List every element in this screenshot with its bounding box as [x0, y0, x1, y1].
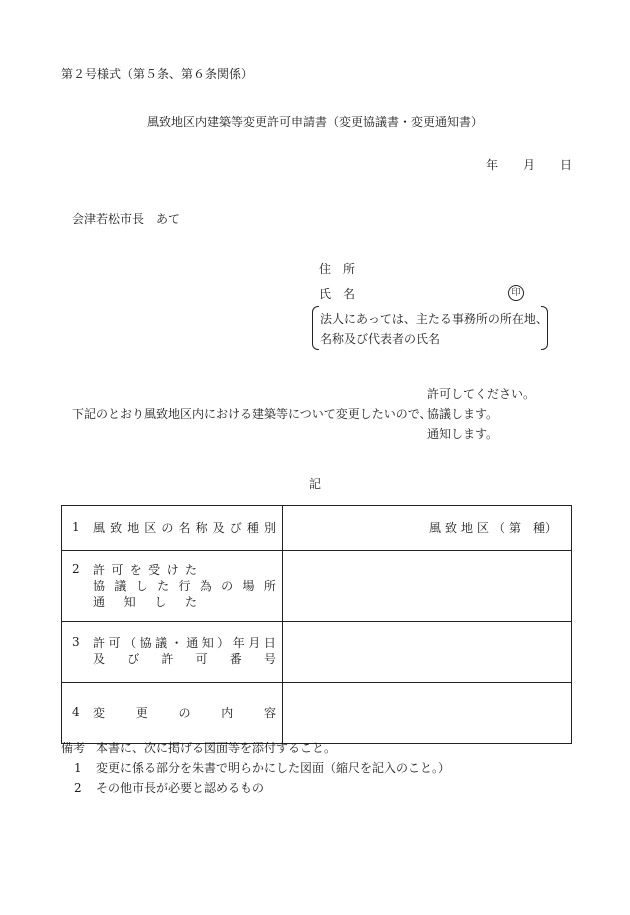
change-label: 変 更 の 内 容: [93, 706, 276, 720]
change-value-cell[interactable]: [283, 683, 572, 744]
remarks-heading: 備考: [61, 741, 86, 755]
district-label: 風 致 地 区 の 名 称 及 び 種 別: [93, 521, 276, 535]
row-number: 4: [72, 705, 80, 719]
note-bracket-left: [312, 306, 319, 350]
permit-date-label-line1: 許 可 （ 協 議 ・ 通 知 ） 年 月 日: [93, 636, 276, 650]
table-row-change: [62, 683, 572, 744]
remarks-intro: 本書に、次に掲げる図面等を添付すること。: [96, 741, 337, 755]
date-day: 日: [560, 158, 573, 172]
location-label-cell: [62, 551, 283, 622]
statement-option-notify: 通知します。: [427, 427, 499, 441]
table-row-permit-date: [62, 622, 572, 683]
addressee: 会津若松市長 あて: [72, 212, 181, 226]
permit-date-label-line2: 及 び 許 可 番 号: [93, 652, 276, 666]
seal-mark: 印: [508, 285, 524, 301]
statement-option-permit: 許可してください。: [427, 387, 536, 401]
row-number: 2: [72, 562, 80, 576]
district-value-cell[interactable]: [283, 506, 572, 551]
statement-lead: 下記のとおり風致地区内における建築等について変更したいので、: [72, 407, 432, 421]
table-row-location: [62, 551, 572, 622]
corporation-note-line1: 法人にあっては、主たる事務所の所在地、: [320, 312, 548, 326]
remarks-item-1: 変更に係る部分を朱書で明らかにした図面（縮尺を記入のこと。）: [96, 761, 451, 775]
location-label-line2: 協 議 し た 行 為 の 場 所: [93, 579, 276, 593]
row-number: 1: [72, 520, 80, 534]
permit-date-value-cell[interactable]: [283, 622, 572, 683]
district-type-suffix: 種）: [533, 521, 558, 535]
location-value-cell[interactable]: [283, 551, 572, 622]
date-month: 月: [523, 158, 536, 172]
document-title: 風致地区内建築等変更許可申請書（変更協議書・変更通知書）: [147, 115, 484, 129]
remarks-item-2: その他市長が必要と認めるもの: [96, 781, 265, 795]
application-table: [61, 505, 572, 744]
row-number: 3: [72, 635, 80, 649]
location-label-line3: 通 知 し た: [93, 595, 197, 609]
date-year: 年: [486, 158, 499, 172]
permit-date-label-cell: [62, 622, 283, 683]
statement-option-consult: 協議します。: [427, 407, 499, 421]
address-label: 住 所: [319, 262, 355, 276]
corporation-note-line2: 名称及び代表者の氏名: [320, 332, 441, 346]
change-label-cell: [62, 683, 283, 744]
form-number: 第２号様式（第５条、第６条関係）: [61, 67, 254, 81]
district-type-prefix: 風致地区（第: [429, 521, 526, 535]
district-label-cell: [62, 506, 283, 551]
ki-heading: 記: [309, 477, 322, 491]
table-row-district: [62, 506, 572, 551]
remarks-item-number: 2: [74, 781, 82, 795]
remarks-item-number: 1: [74, 761, 82, 775]
location-label-line1: 許 可 を 受 け た: [93, 563, 197, 577]
name-label: 氏 名: [319, 287, 355, 301]
